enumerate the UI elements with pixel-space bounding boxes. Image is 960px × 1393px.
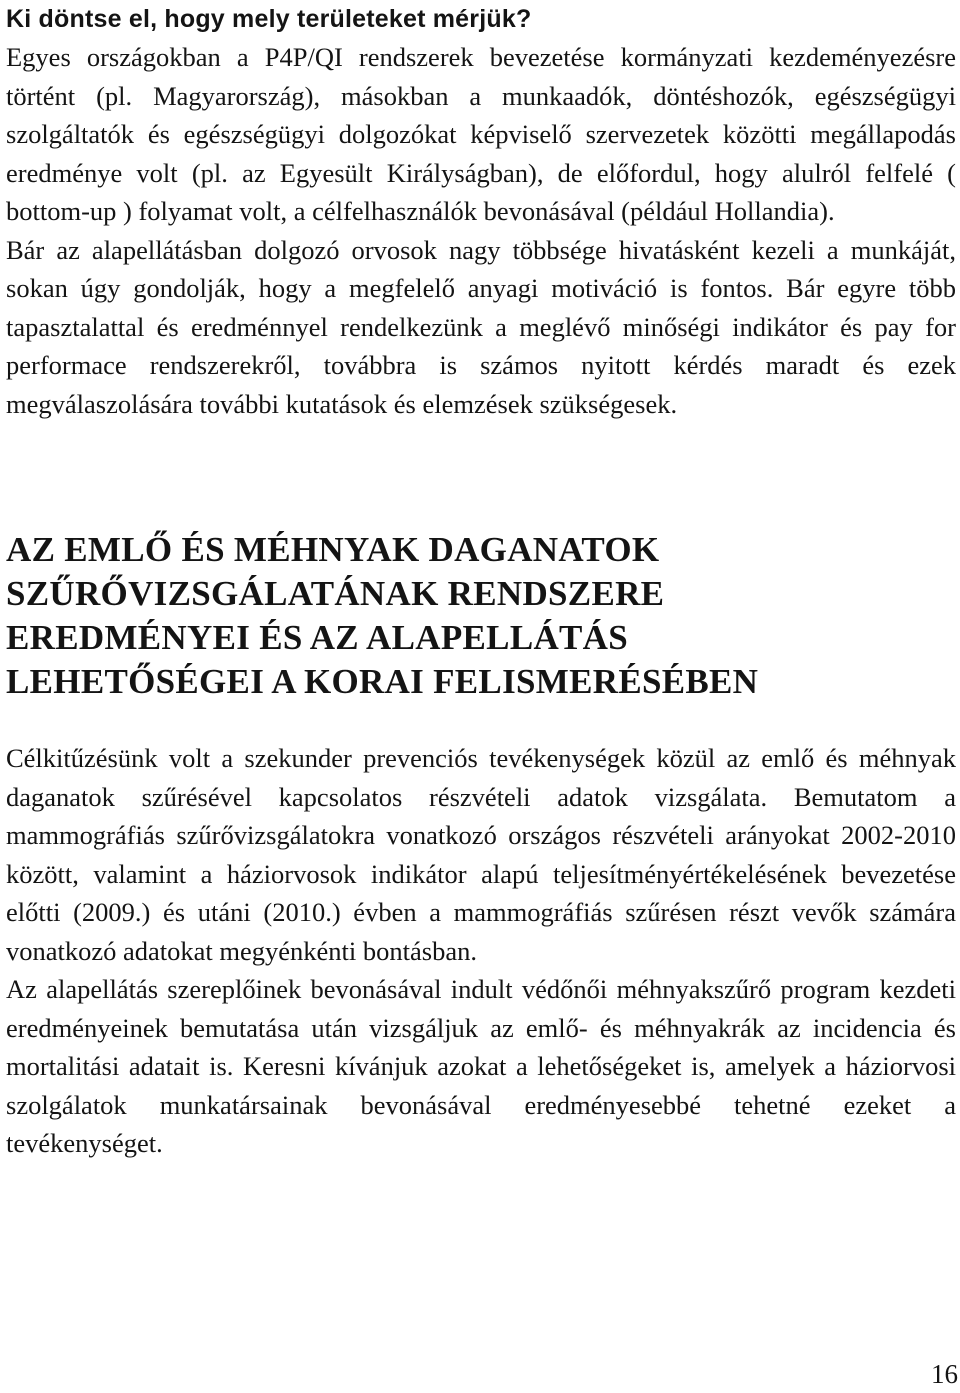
paragraph: Célkitűzésünk volt a szekunder prevenciós tevékenységek közül az emlő és méhnyak daganatok szűrésével kapcsolatos részvételi adatok vizsgálata. Bemutatom a mammográfiás szűrővizsgálatokra vonatkozó országos részvételi arányokat 2002-2010 között, valamint a háziorvosok indikátor alapú teljesítményértékelésének bevezetése előtti (2009.) és utáni (2010.) évben a mammográfiás szűrésen részt vevők számára vonatkozó adatokat megyénkénti bontásban.	[6, 743, 956, 966]
chapter-title-line: AZ EMLŐ ÉS MÉHNYAK DAGANATOK	[6, 530, 660, 569]
chapter-title-line: EREDMÉNYEI ÉS AZ ALAPELLÁTÁS	[6, 618, 629, 657]
chapter-title-line: SZŰRŐVIZSGÁLATÁNAK RENDSZERE	[6, 574, 665, 613]
section-intro	[6, 0, 956, 423]
section-heading: Ki döntse el, hogy mely területeket mérjük?	[6, 5, 532, 33]
paragraph: Az alapellátás szereplőinek bevonásával indult védőnői méhnyakszűrő program kezdeti eredményeinek bemutatása után vizsgáljuk az emlő- és méhnyakrák az incidencia és mortalitási adatait is. Keresni kívánjuk azokat a lehetőségeket is, amelyek a háziorvosi szolgálatok munkatársainak bevonásával eredményesebbé tehetné ezeket a tevékenységet.	[6, 974, 956, 1158]
chapter-title-line: LEHETŐSÉGEI A KORAI FELISMERÉSÉBEN	[6, 662, 759, 701]
section-body	[6, 739, 956, 1163]
paragraph: Bár az alapellátásban dolgozó orvosok nagy többsége hivatásként kezeli a munkáját, sokan úgy gondolják, hogy a megfelelő anyagi motiváció is fontos. Bár egyre több tapasztalattal és eredménnyel rendelkezünk a meglévő minőségi indikátor és pay for performace rendszerekről, továbbra is számos nyitott kérdés maradt és ezek megválaszolására további kutatások és elemzések szükségesek.	[6, 234, 956, 419]
chapter-title	[6, 528, 956, 704]
paragraph: Egyes országokban a P4P/QI rendszerek bevezetése kormányzati kezdeményezésre történt (pl. Magyarország), másokban a munkaadók, döntéshozók, egészségügyi szolgáltatók és egészségügyi dolgozókat képviselő szervezetek közötti megállapodás eredménye volt (pl. az Egyesült Királyságban), de előfordul, hogy alulról felfelé ( bottom-up ) folyamat volt, a célfelhasználók bevonásával (például Hollandia).	[6, 42, 956, 226]
page-number: 16	[931, 1359, 958, 1389]
